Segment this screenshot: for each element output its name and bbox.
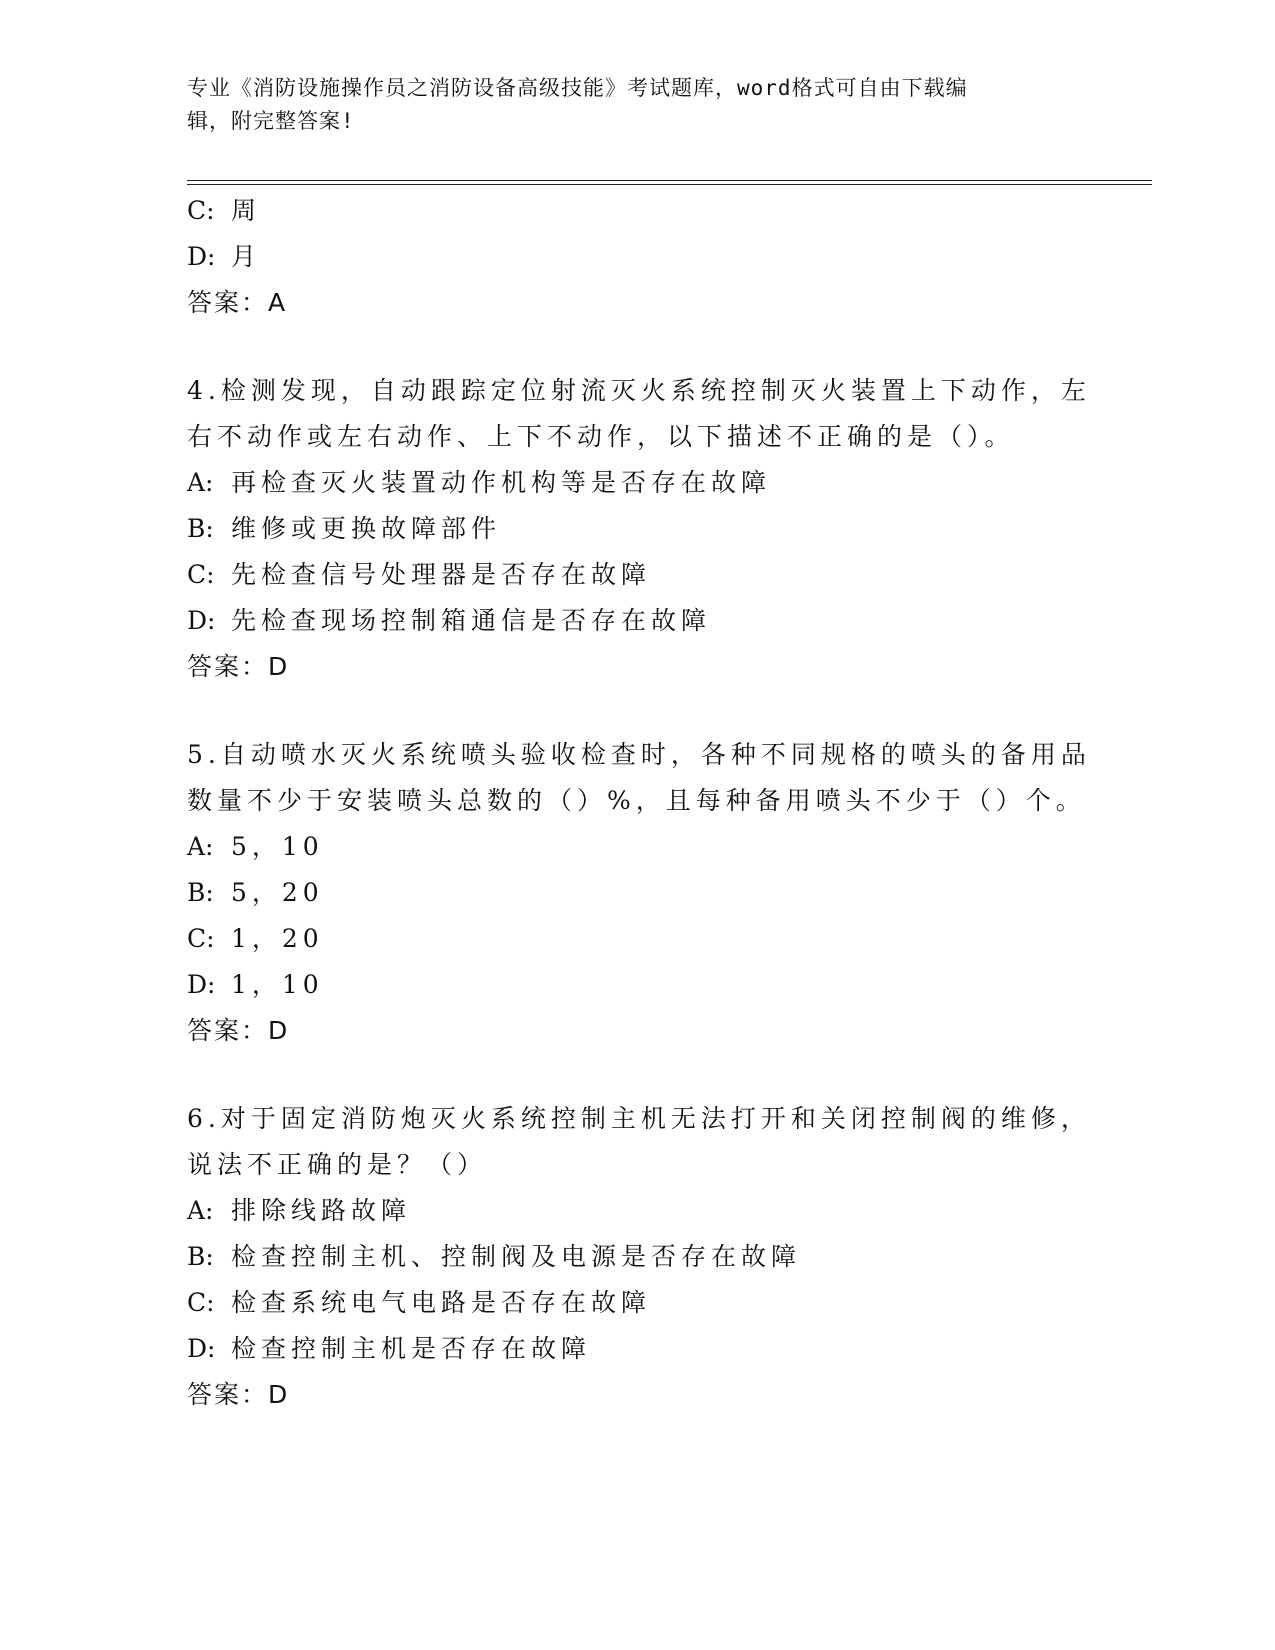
option-letter: B: [187,878,214,907]
header-divider-top [187,180,1152,181]
option-c [187,552,1087,598]
option-letter: D: [187,1334,216,1363]
header-line-2: 辑，附完整答案! [187,109,355,133]
question-stem-line: 右不动作或左右动作、上下不动作，以下描述不正确的是（）。 [187,422,1015,451]
question-stem-line: 5.自动喷水灭火系统喷头验收检查时，各种不同规格的喷头的备用品 [187,740,1091,769]
option-text: 排除线路故障 [231,1196,412,1225]
option-text: 检查控制主机是否存在故障 [231,1334,592,1363]
option-letter: A: [187,468,214,497]
header-divider-bottom [187,184,1152,185]
question-stem-line: 数量不少于安装喷头总数的（）%，且每种备用喷头不少于（）个。 [187,786,1086,815]
option-letter: A: [187,832,214,861]
option-text: 1，20 [231,924,324,953]
question-stem-line: 说法不正确的是？（） [187,1150,488,1179]
option-letter: B: [187,514,214,543]
document-header [187,72,1067,138]
question-4 [187,368,1091,690]
option-letter: B: [187,1242,214,1271]
option-b [187,506,1087,552]
option-b [187,870,1087,916]
answer-line: 答案：D [187,1016,290,1045]
option-letter: C: [187,196,215,225]
option-letter: D: [187,606,216,635]
option-text: 再检查灭火装置动作机构等是否存在故障 [231,468,772,497]
option-c [187,188,1087,234]
question-stem-line: 6.对于固定消防炮灭火系统控制主机无法打开和关闭控制阀的维修， [187,1104,1091,1133]
question-5 [187,732,1091,1054]
option-a [187,460,1087,506]
option-text: 检查控制主机、控制阀及电源是否存在故障 [231,1242,802,1271]
question-list [187,188,1091,1418]
option-letter: C: [187,560,215,589]
option-d [187,1326,1087,1372]
option-text: 周 [231,196,261,225]
option-text: 维修或更换故障部件 [231,514,502,543]
header-line-1: 专业《消防设施操作员之消防设备高级技能》考试题库，word格式可自由下载编 [187,76,968,100]
option-letter: C: [187,924,215,953]
question-stem-line: 4.检测发现，自动跟踪定位射流灭火系统控制灭火装置上下动作，左 [187,376,1091,405]
option-letter: D: [187,242,216,271]
question-6 [187,1096,1091,1418]
question-3-continued [187,188,1087,326]
option-d [187,234,1087,280]
option-d [187,598,1087,644]
option-letter: C: [187,1288,215,1317]
option-text: 5，20 [231,878,324,907]
option-text: 先检查现场控制箱通信是否存在故障 [231,606,712,635]
option-text: 月 [231,242,261,271]
option-b [187,1234,1087,1280]
option-text: 1，10 [231,970,324,999]
option-c [187,916,1087,962]
option-letter: A: [187,1196,214,1225]
answer-line: 答案：A [187,288,288,317]
option-a [187,1188,1087,1234]
option-text: 检查系统电气电路是否存在故障 [231,1288,652,1317]
answer-line: 答案：D [187,1380,290,1409]
answer-line: 答案：D [187,652,290,681]
option-letter: D: [187,970,216,999]
option-a [187,824,1087,870]
option-text: 5，10 [231,832,324,861]
option-d [187,962,1087,1008]
option-text: 先检查信号处理器是否存在故障 [231,560,652,589]
option-c [187,1280,1087,1326]
